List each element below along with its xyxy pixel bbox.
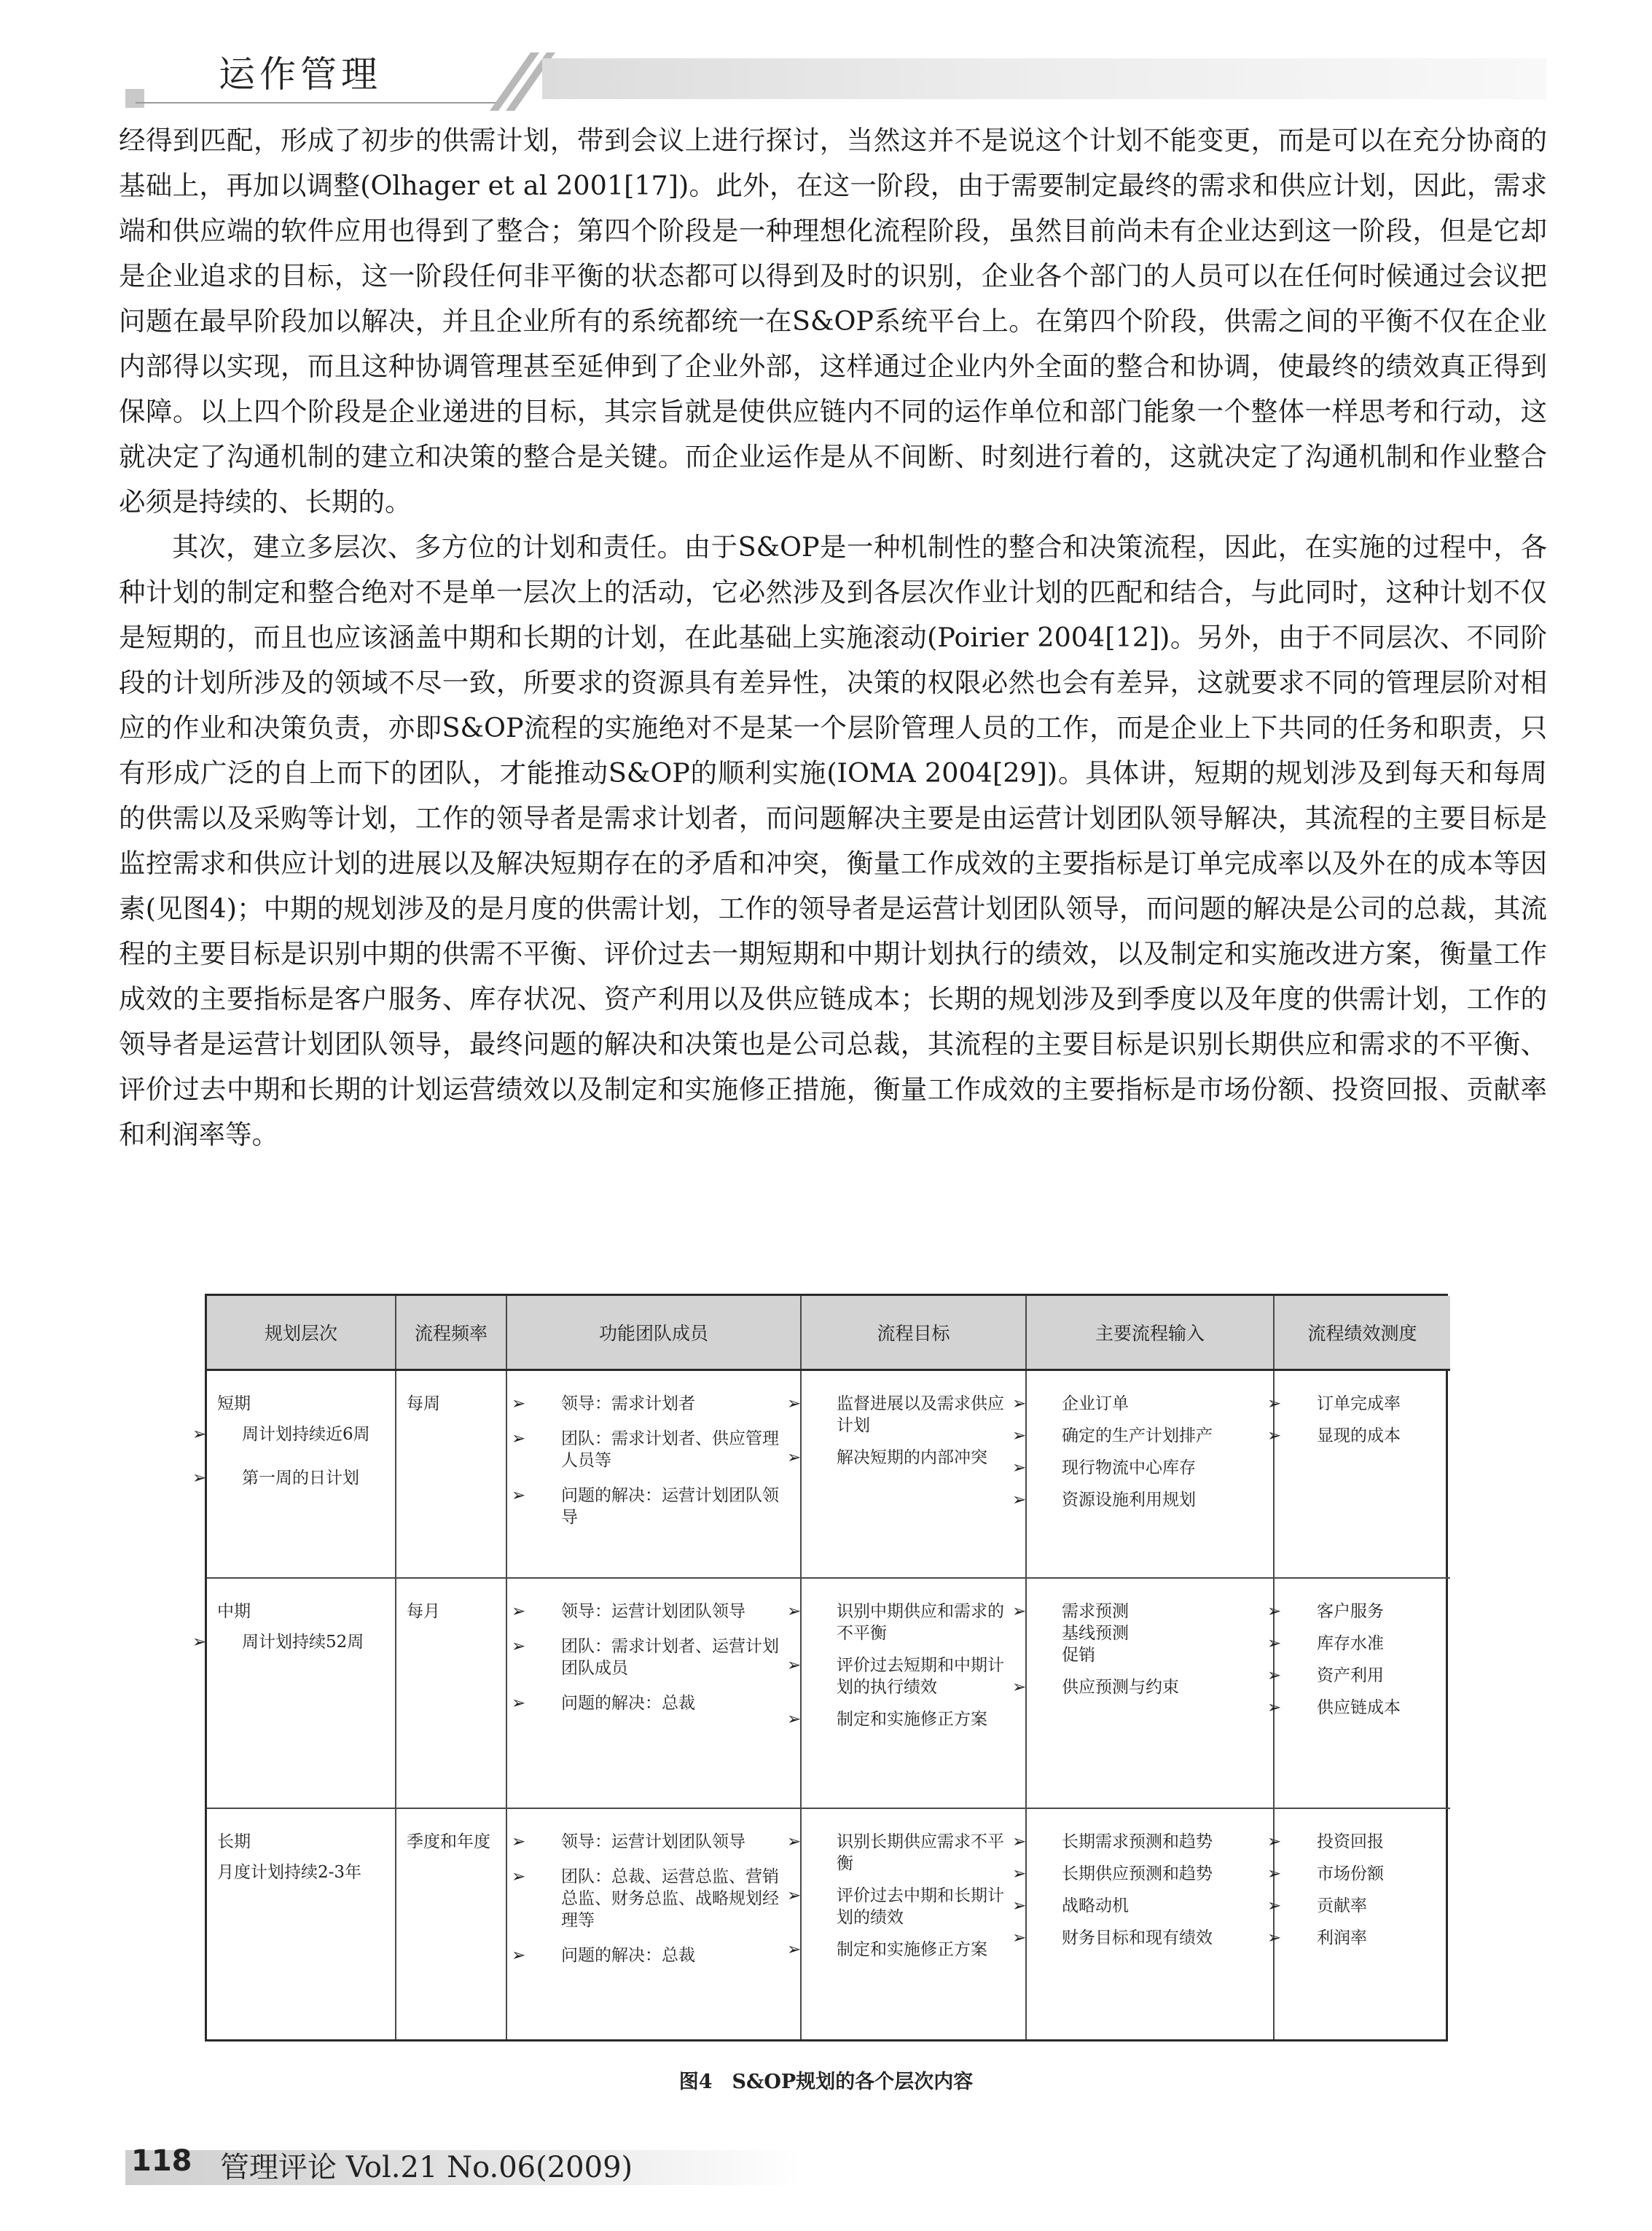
arrow-bullet-icon: ➢ (1012, 1832, 1027, 1852)
bullet-item (1267, 1393, 1441, 1415)
arrow-bullet-icon: ➢ (1012, 1490, 1027, 1509)
table-row (207, 1578, 1450, 1809)
bullet-text: 周计划持续近6周 (242, 1425, 370, 1444)
arrow-bullet-icon: ➢ (1267, 1929, 1282, 1948)
table-header-cell: 流程频率 (396, 1296, 506, 1370)
arrow-bullet-icon: ➢ (1267, 1832, 1282, 1852)
arrow-bullet-icon: ➢ (192, 1469, 207, 1488)
table-header-cell: 流程目标 (801, 1296, 1026, 1370)
bullet-text: 长期供应预测和趋势 (1062, 1864, 1213, 1884)
bullet-item (512, 1831, 791, 1853)
performance-metrics-cell (1267, 1370, 1450, 1578)
bullet-text: 领导：运营计划团队领导 (561, 1832, 745, 1852)
bullet-item (787, 1447, 1017, 1469)
header-underline (136, 102, 500, 103)
bullet-item (787, 1654, 1017, 1698)
arrow-bullet-icon: ➢ (787, 1940, 802, 1960)
table-body (192, 1370, 1450, 2040)
arrow-bullet-icon: ➢ (192, 1632, 207, 1652)
bullet-item (192, 1631, 386, 1653)
table-header-cell: 规划层次 (207, 1296, 396, 1370)
arrow-bullet-icon: ➢ (1267, 1864, 1282, 1884)
bullet-text: 客户服务 (1317, 1601, 1384, 1621)
bullet-item (787, 1393, 1017, 1437)
bullet-text: 领导：运营计划团队领导 (561, 1601, 745, 1621)
arrow-bullet-icon: ➢ (787, 1601, 802, 1621)
bullet-item (1012, 1457, 1264, 1479)
bullet-text: 供应预测与约束 (1062, 1677, 1179, 1697)
bullet-item (1012, 1831, 1264, 1853)
bullet-text: 解决短期的内部冲突 (837, 1448, 987, 1467)
arrow-bullet-icon: ➢ (192, 1425, 207, 1444)
bullet-item (512, 1428, 791, 1472)
bullet-item (1267, 1697, 1441, 1719)
arrow-bullet-icon: ➢ (1012, 1394, 1027, 1413)
arrow-bullet-icon: ➢ (1267, 1665, 1282, 1685)
bullet-item (512, 1945, 791, 1966)
bullet-text: 长期需求预测和趋势 (1062, 1832, 1213, 1852)
bullet-text: 第一周的日计划 (242, 1469, 359, 1488)
arrow-bullet-icon: ➢ (512, 1946, 526, 1966)
arrow-bullet-icon: ➢ (1267, 1633, 1282, 1653)
bullet-text: 制定和实施修正方案 (837, 1709, 987, 1729)
bullet-item (1267, 1927, 1441, 1949)
bullet-text: 问题的解决：总裁 (561, 1946, 695, 1966)
table-header-cell: 主要流程输入 (1026, 1296, 1274, 1370)
arrow-bullet-icon: ➢ (787, 1394, 802, 1413)
bullet-item (1267, 1895, 1441, 1917)
sop-levels-figure-table (192, 1294, 1448, 2041)
process-goals-cell (787, 1370, 1026, 1578)
arrow-bullet-icon: ➢ (1012, 1426, 1027, 1445)
planning-level-title: 中期 (217, 1601, 251, 1621)
arrow-bullet-icon: ➢ (1012, 1601, 1027, 1621)
performance-metrics-cell (1267, 1578, 1450, 1809)
planning-level-cell (192, 1578, 396, 1809)
bullet-item (1012, 1895, 1264, 1917)
page-number: 118 (131, 2144, 192, 2178)
arrow-bullet-icon: ➢ (512, 1832, 526, 1852)
bullet-item (787, 1885, 1017, 1929)
arrow-bullet-icon: ➢ (1267, 1601, 1282, 1621)
bullet-item (512, 1393, 791, 1415)
bullet-item (1267, 1831, 1441, 1853)
bullet-text: 监督进展以及需求供应计划 (837, 1394, 1004, 1435)
arrow-bullet-icon: ➢ (1012, 1458, 1027, 1477)
arrow-bullet-icon: ➢ (787, 1655, 802, 1675)
bullet-text: 财务目标和现有绩效 (1062, 1929, 1213, 1948)
arrow-bullet-icon: ➢ (512, 1394, 526, 1413)
table-row (207, 1808, 1450, 2039)
bullet-text: 团队：总裁、运营总监、营销总监、财务总监、战略规划经理等 (561, 1867, 779, 1931)
arrow-bullet-icon: ➢ (1267, 1896, 1282, 1916)
body-paragraph: 经得到匹配，形成了初步的供需计划，带到会议上进行探讨，当然这并不是说这个计划不能变更，而是可以在充分协商的基础上，再加以调整(Olhager et al 2001[17])。此外，在这一阶段，由于需要制定最终的需求和供应计划，因此，需求端和供应端的软件应用也得到了整合；第四个阶段是一种理想化流程阶段，虽然目前尚未有企业达到这一阶段，但是它却是企业追求的目标，这一阶段任何非平衡的状态都可以得到及时的识别，企业各个部门的人员可以在任何时候通过会议把问题在最早阶段加以解决，并且企业所有的系统都统一在S&OP系统平台上。在第四个阶段，供需之间的平衡不仅在企业内部得以实现，而且这种协调管理甚至延伸到了企业外部，这样通过企业内外全面的整合和协调，使最终的绩效真正得到保障。以上四个阶段是企业递进的目标，其宗旨就是使供应链内不同的运作单位和部门能象一个整体一样思考和行动，这就决定了沟通机制的建立和决策的整合是关键。而企业运作是从不间断、时刻进行着的，这就决定了沟通机制和作业整合必须是持续的、长期的。 (119, 125, 1547, 517)
table-row (207, 1370, 1450, 1578)
bullet-text: 贡献率 (1317, 1896, 1367, 1916)
bullet-text: 显现的成本 (1317, 1426, 1401, 1445)
arrow-bullet-icon: ➢ (1012, 1929, 1027, 1948)
bullet-item (787, 1708, 1017, 1730)
bullet-text: 识别中期供应和需求的不平衡 (837, 1601, 1004, 1643)
bullet-item (1267, 1425, 1441, 1447)
bullet-text: 团队：需求计划者、运营计划团队成员 (561, 1636, 779, 1678)
header-square-mark (125, 89, 144, 108)
bullet-item (1012, 1927, 1264, 1949)
arrow-bullet-icon: ➢ (1267, 1697, 1282, 1717)
figure-caption: 图4 S&OP规划的各个层次内容 (678, 2071, 974, 2093)
bullet-text: 资产利用 (1317, 1665, 1384, 1685)
bullet-text: 库存水准 (1317, 1633, 1384, 1653)
arrow-bullet-icon: ➢ (1267, 1426, 1282, 1445)
bullet-item (1267, 1665, 1441, 1687)
arrow-bullet-icon: ➢ (787, 1709, 802, 1729)
bullet-text: 订单完成率 (1317, 1394, 1401, 1413)
bullet-item (192, 1467, 386, 1489)
arrow-bullet-icon: ➢ (1267, 1394, 1282, 1413)
arrow-bullet-icon: ➢ (512, 1867, 526, 1887)
table-header-cell: 功能团队成员 (506, 1296, 801, 1370)
bullet-item (1012, 1425, 1264, 1447)
journal-info: 管理评论 Vol.21 No.06(2009) (220, 2151, 633, 2184)
bullet-text: 识别长期供应需求不平衡 (837, 1832, 1004, 1874)
process-goals-cell (787, 1578, 1026, 1809)
performance-metrics-cell (1267, 1808, 1450, 2039)
bullet-item (512, 1636, 791, 1679)
bullet-text: 现行物流中心库存 (1062, 1458, 1196, 1477)
article-body (119, 118, 1547, 1157)
bullet-text: 投资回报 (1317, 1832, 1384, 1852)
header-gradient-bar (542, 58, 1546, 99)
bullet-text: 利润率 (1317, 1929, 1367, 1948)
bullet-text: 企业订单 (1062, 1394, 1129, 1413)
arrow-bullet-icon: ➢ (787, 1886, 802, 1906)
planning-level-title: 长期 (217, 1832, 251, 1852)
arrow-bullet-icon: ➢ (512, 1486, 526, 1505)
arrow-bullet-icon: ➢ (787, 1832, 802, 1852)
body-paragraph: 其次，建立多层次、多方位的计划和责任。由于S&OP是一种机制性的整合和决策流程，因此，在实施的过程中，各种计划的制定和整合绝对不是单一层次上的活动，它必然涉及到各层次作业计划的匹配和结合，与此同时，这种计划不仅是短期的，而且也应该涵盖中期和长期的计划，在此基础上实施滚动(Poirier 2004[12])。另外，由于不同层次、不同阶段的计划所涉及的领域不尽一致，所要求的资源具有差异性，决策的权限必然也会有差异，这就要求不同的管理层阶对相应的作业和决策负责，亦即S&OP流程的实施绝对不是某一个层阶管理人员的工作，而是企业上下共同的任务和职责，只有形成广泛的自上而下的团队，才能推动S&OP的顺利实施(IOMA 2004[29])。具体讲，短期的规划涉及到每天和每周的供需以及采购等计划，工作的领导者是需求计划者，而问题解决主要是由运营计划团队领导解决，其流程的主要目标是监控需求和供应计划的进展以及解决短期存在的矛盾和冲突，衡量工作成效的主要指标是订单完成率以及外在的成本等因素(见图4)；中期的规划涉及的是月度的供需计划，工作的领导者是运营计划团队领导，而问题的解决是公司的总裁，其流程的主要目标是识别中期的供需不平衡、评价过去一期短期和中期计划执行的绩效，以及制定和实施改进方案，衡量工作成效的主要指标是客户服务、库存状况、资产利用以及供应链成本；长期的规划涉及到季度以及年度的供需计划，工作的领导者是运营计划团队领导，最终问题的解决和决策也是公司总裁，其流程的主要目标是识别长期供应和需求的不平衡、评价过去中期和长期的计划运营绩效以及制定和实施修正措施，衡量工作成效的主要指标是市场份额、投资回报、贡献率和利润率等。 (119, 531, 1547, 1150)
process-inputs-cell (1012, 1808, 1274, 2039)
bullet-item (192, 1423, 386, 1445)
section-title: 运作管理 (219, 53, 382, 95)
bullet-text: 战略动机 (1062, 1896, 1129, 1916)
planning-level-detail: 月度计划持续2-3年 (217, 1863, 362, 1883)
arrow-bullet-icon: ➢ (787, 1448, 802, 1467)
bullet-item (787, 1831, 1017, 1875)
process-frequency-cell: 每月 (396, 1578, 506, 1809)
bullet-text: 领导：需求计划者 (561, 1394, 695, 1413)
bullet-item (787, 1939, 1017, 1961)
bullet-item (1267, 1601, 1441, 1622)
bullet-item (787, 1601, 1017, 1644)
arrow-bullet-icon: ➢ (512, 1693, 526, 1713)
planning-level-title: 短期 (217, 1394, 251, 1413)
bullet-text: 问题的解决：总裁 (561, 1693, 695, 1713)
bullet-item (512, 1485, 791, 1528)
arrow-bullet-icon: ➢ (1012, 1677, 1027, 1697)
bullet-item (1267, 1863, 1441, 1885)
bullet-item (1012, 1489, 1264, 1511)
bullet-item (512, 1601, 791, 1622)
bullet-text: 制定和实施修正方案 (837, 1940, 987, 1960)
process-inputs-cell (1012, 1578, 1274, 1809)
process-frequency-cell: 季度和年度 (396, 1808, 506, 2039)
team-members-cell (506, 1808, 801, 2039)
bullet-text: 评价过去短期和中期计划的执行绩效 (837, 1655, 1004, 1697)
process-goals-cell (787, 1808, 1026, 2039)
bullet-text: 周计划持续52周 (242, 1632, 364, 1652)
planning-level-cell (207, 1808, 396, 2039)
bullet-item (1267, 1633, 1441, 1654)
bullet-item (512, 1692, 791, 1714)
bullet-item (1012, 1601, 1264, 1666)
table-header-cell: 流程绩效测度 (1274, 1296, 1450, 1370)
bullet-text: 供应链成本 (1317, 1697, 1401, 1717)
planning-level-cell (192, 1370, 396, 1578)
arrow-bullet-icon: ➢ (512, 1429, 526, 1448)
bullet-item (1012, 1393, 1264, 1415)
process-inputs-cell (1012, 1370, 1274, 1578)
arrow-bullet-icon: ➢ (512, 1601, 526, 1621)
process-frequency-cell: 每周 (396, 1370, 506, 1578)
bullet-text: 评价过去中期和长期计划的绩效 (837, 1886, 1004, 1928)
bullet-text: 问题的解决：运营计划团队领导 (561, 1486, 779, 1527)
bullet-text: 资源设施利用规划 (1062, 1490, 1196, 1509)
arrow-bullet-icon: ➢ (512, 1636, 526, 1656)
bullet-text: 需求预测 基线预测 促销 (1062, 1601, 1129, 1665)
bullet-item (1012, 1863, 1264, 1885)
table-header-row (207, 1296, 1450, 1370)
bullet-item (512, 1866, 791, 1931)
bullet-text: 确定的生产计划排产 (1062, 1426, 1213, 1445)
arrow-bullet-icon: ➢ (1012, 1896, 1027, 1916)
bullet-text: 市场份额 (1317, 1864, 1384, 1884)
arrow-bullet-icon: ➢ (1012, 1864, 1027, 1884)
bullet-item (1012, 1676, 1264, 1698)
bullet-text: 团队：需求计划者、供应管理人员等 (561, 1429, 779, 1470)
team-members-cell (506, 1578, 801, 1809)
team-members-cell (506, 1370, 801, 1578)
